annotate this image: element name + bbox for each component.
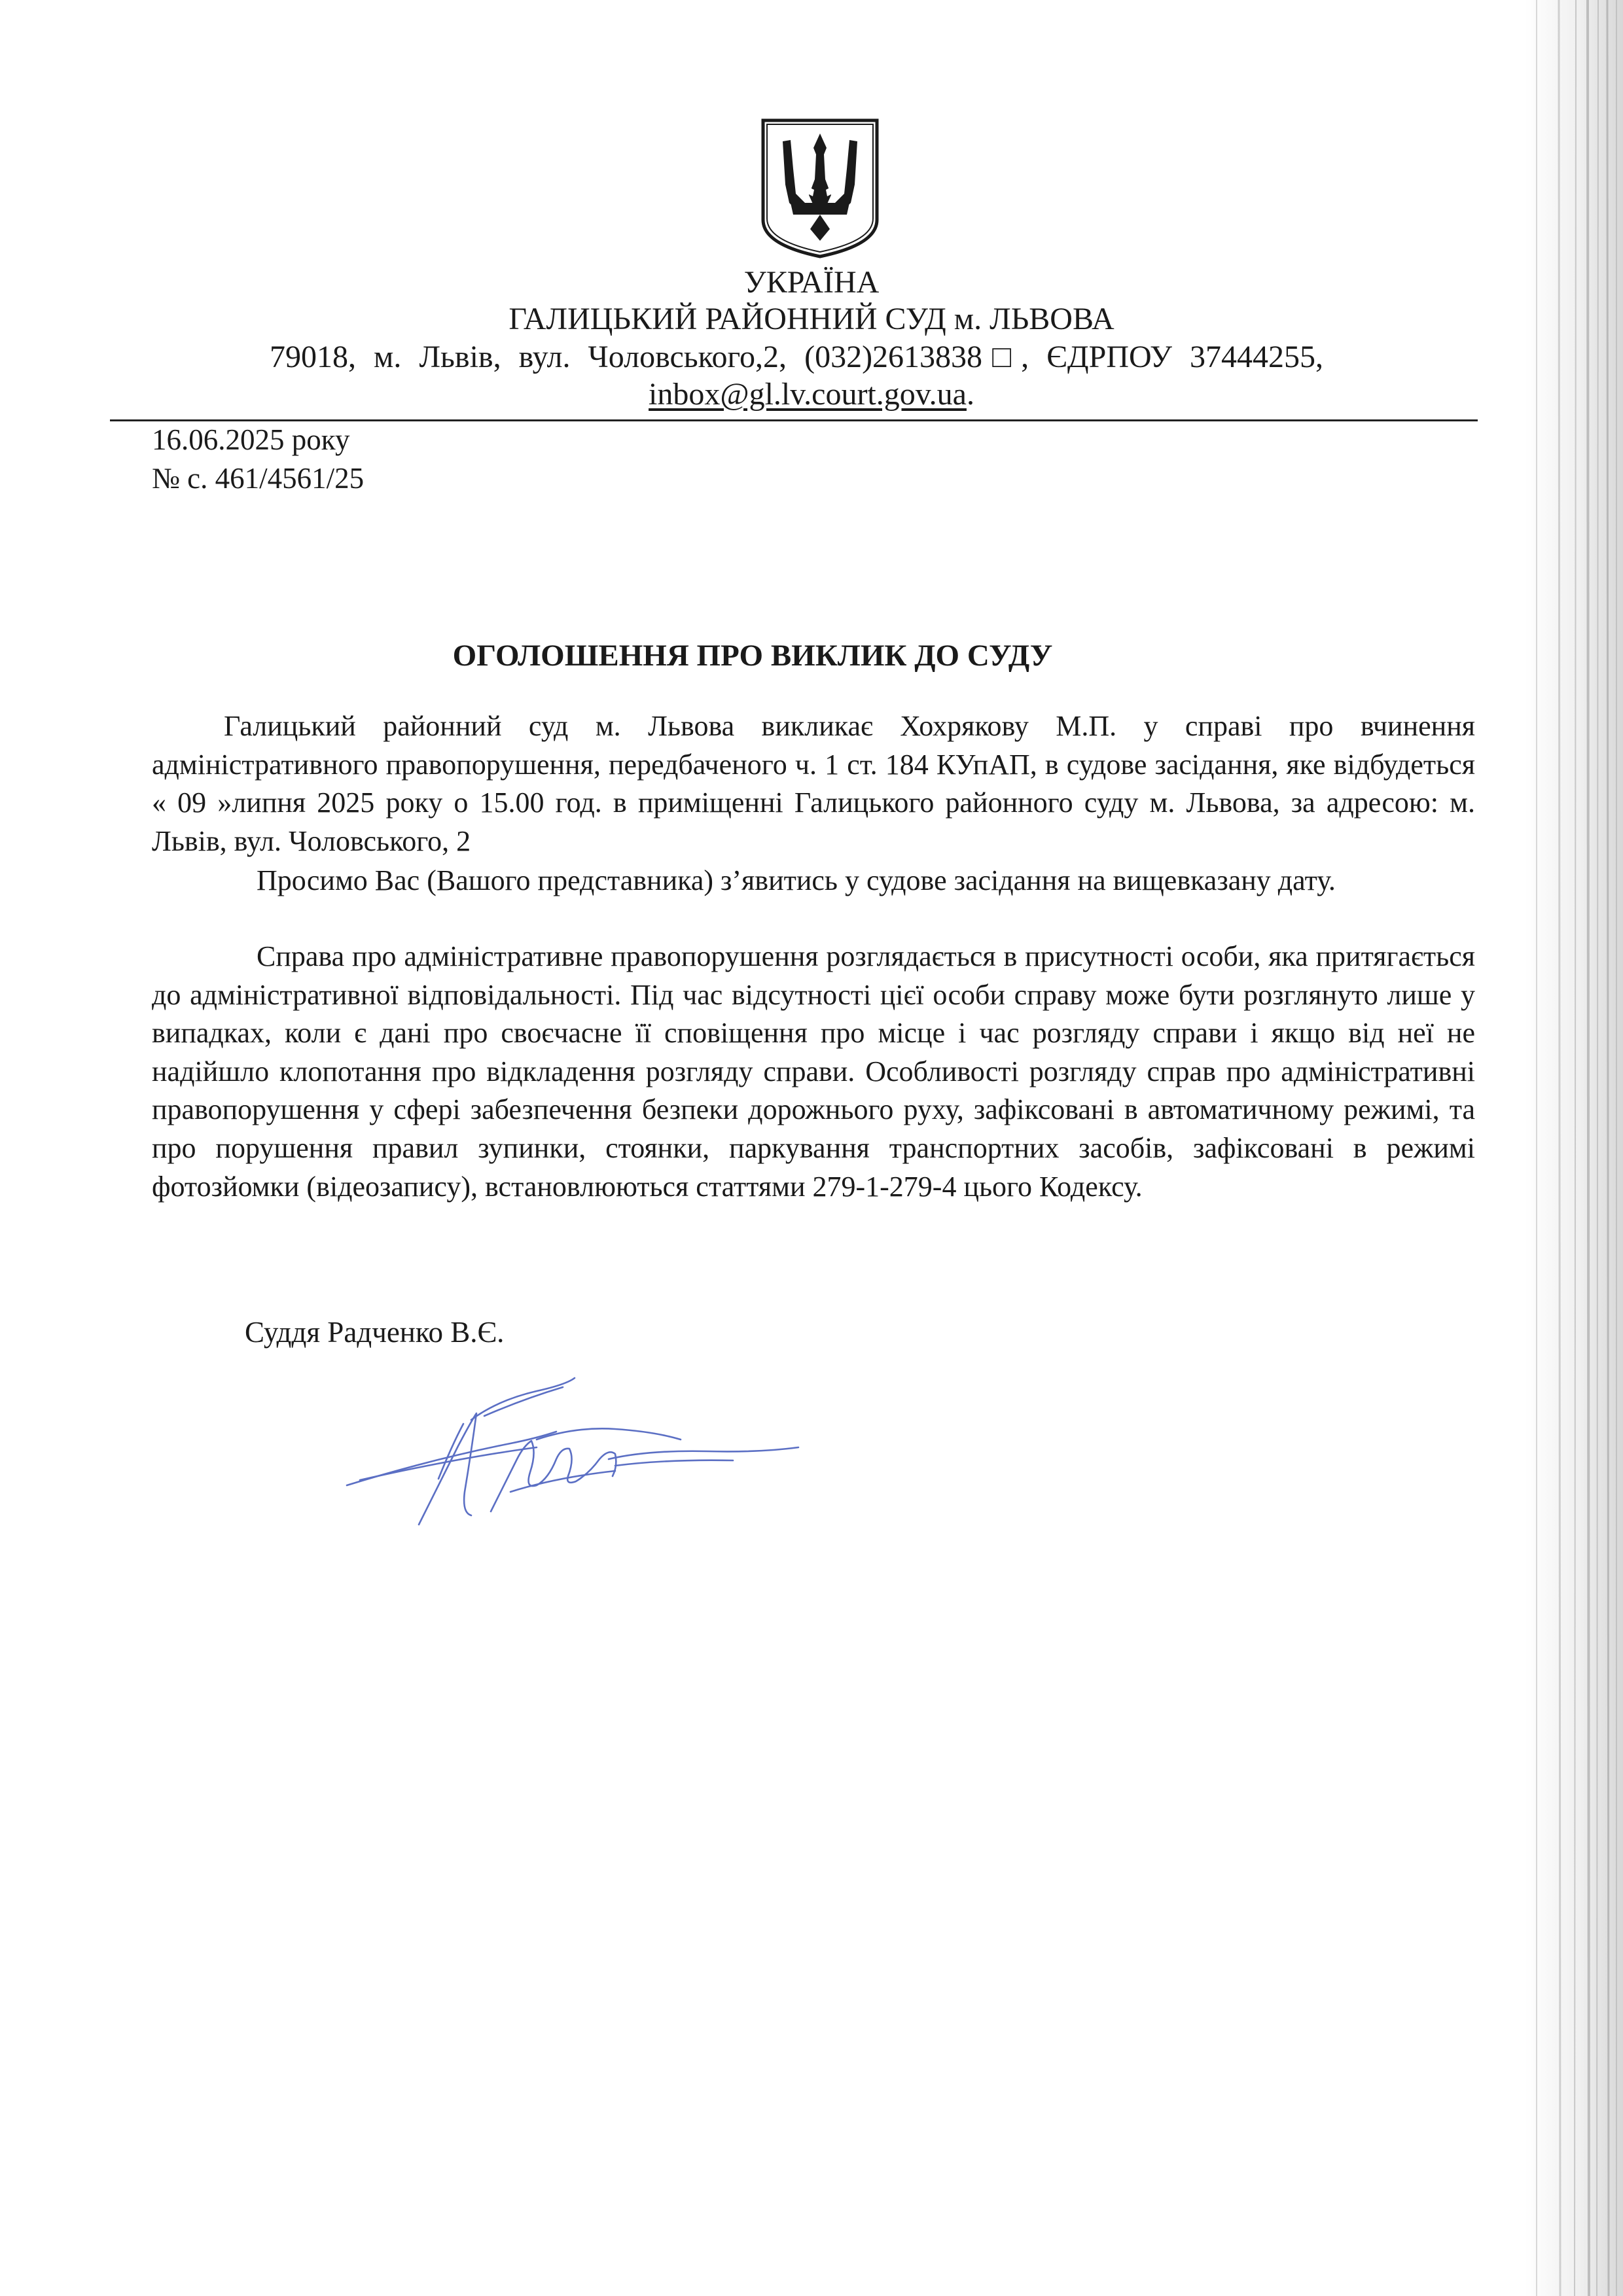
court-address: 79018, м. Львів, вул. Чоловського,2, (032)2613838□, ЄДРПОУ 37444255, <box>270 340 1323 374</box>
header-divider <box>110 419 1478 421</box>
court-name: ГАЛИЦЬКИЙ РАЙОННИЙ СУД м. ЛЬВОВА <box>508 302 1115 336</box>
body-paragraph-summons: Галицький районний суд м. Львова викликає Хохрякову М.П. у справі про вчинення адміністративного правопорушення, передбаченого ч. 1 ст. 184 КУпАП, в судове засідання, яке відбудеться « 09 »липня 2025 року о 15.00 год. в приміщенні Галицького районного суду м. Львова, за адресою: м. Львів, вул. Чоловського, 2 <box>152 710 1475 857</box>
country-name: УКРАЇНА <box>743 265 880 300</box>
body-paragraph-procedure: Справа про адміністративне правопорушення розглядається в присутності особи, яка притягається до адміністративної відповідальності. Під час відсутності цієї особи справу може бути розглянуто лише у випадках, коли є дані про своєчасне її сповіщення про місце і час розгляду справи і якщо від неї не надійшло клопотання про відкладення розгляду справи. Особливості розгляду справ про адміністративні правопорушення у сфері забезпечення безпеки дорожнього руху, зафіксовані в автоматичному режимі, та про порушення правил зупинки, стоянки, паркування транспортних засобів, зафіксовані в режимі фотозйомки (відеозапису), встановлюються статтями 279-1-279-4 цього Кодексу. <box>152 940 1475 1203</box>
document-date: 16.06.2025 року <box>152 423 350 456</box>
judge-signature-line: Суддя Радченко В.Є. <box>245 1316 505 1349</box>
court-email-line <box>0 376 1623 413</box>
case-number: № с. 461/4561/25 <box>152 462 365 495</box>
handwritten-signature <box>340 1361 812 1544</box>
document-title: ОГОЛОШЕННЯ ПРО ВИКЛИК ДО СУДУ <box>452 639 1053 673</box>
coat-of-arms-icon <box>758 116 882 259</box>
body-paragraph-request: Просимо Вас (Вашого представника) з’явитись у судове засідання на вищевказану дату. <box>257 864 1336 896</box>
court-email-link[interactable]: inbox@gl.lv.court.gov.ua <box>649 377 967 412</box>
email-suffix: . <box>966 377 974 412</box>
scan-edge-shadow <box>1525 0 1623 2296</box>
